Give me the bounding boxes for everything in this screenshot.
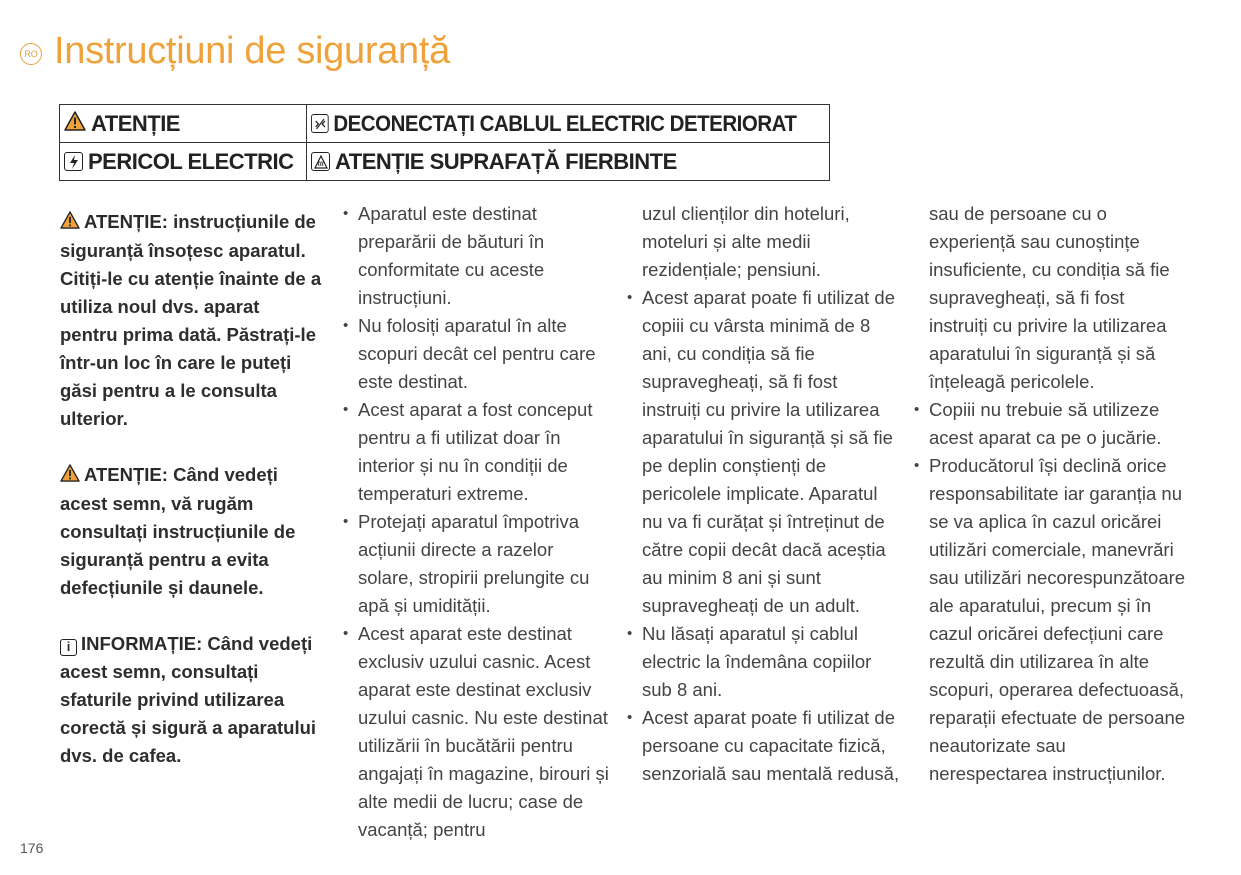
hot-surface-icon [311, 152, 330, 171]
intro-info-paragraph [60, 630, 322, 770]
intro-warning-keyword: ATENȚIE: [84, 211, 168, 232]
intro-column [60, 200, 322, 770]
list-item: • Acest aparat poate fi utilizat de persoane cu capacitate fizică, senzorială sau mentală redusă, [626, 704, 901, 788]
list-item-continuation: sau de persoane cu o experiență sau cunoștințe insuficiente, cu condiția să fie supravegheați, să fi fost instruiți cu privire la utilizarea aparatului în siguranță și să înțeleagă pericolele. [929, 203, 1170, 392]
legend-label-electric: PERICOL ELECTRIC [88, 148, 294, 174]
list-item: • Acest aparat a fost conceput pentru a fi utilizat doar în interior și nu în condiții de temperaturi extreme. [342, 396, 614, 508]
info-icon: i [60, 639, 77, 656]
legend-row [60, 105, 830, 143]
list-item-continuation: uzul clienților din hoteluri, moteluri și alte medii rezidențiale; pensiuni. [642, 203, 850, 280]
safety-list [342, 200, 614, 844]
warning-triangle-icon [60, 209, 80, 237]
legend-label-unplug: DECONECTAȚI CABLUL ELECTRIC DETERIORAT [333, 110, 797, 136]
page-header [20, 30, 450, 73]
page-title: Instrucțiuni de siguranță [54, 30, 450, 72]
safety-column-3 [913, 200, 1188, 788]
list-item: • Acest aparat este destinat exclusiv uzului casnic. Acest aparat este destinat exclusiv uzului casnic. Nu este destinat utilizării în bucătării pentru angajați în magazine, birouri și alte medii de lucru; case de vacanță; pentru [342, 620, 614, 844]
legend-row [60, 143, 830, 181]
intro-warning-text: instrucțiunile de siguranță însoțesc aparatul. Citiți-le cu atenție înainte de a utiliza noul dvs. aparat pentru prima dată. Păstrați-le într-un loc în care le puteți găsi pentru a le consulta ulterior. [60, 211, 322, 429]
safety-column-1 [342, 200, 614, 844]
warning-triangle-icon [60, 462, 80, 490]
intro-sign-text: Când vedeți acest semn, vă rugăm consultați instrucțiunile de siguranță pentru a evita defecțiunile și daunele. [60, 464, 296, 598]
list-item: • Acest aparat poate fi utilizat de copiii cu vârsta minimă de 8 ani, cu condiția să fie supravegheați, să fi fost instruiți cu privire la utilizarea aparatului în siguranță și să fie pe deplin conștienți de pericolele implicate. Aparatul nu va fi curățat și întreținut de către copii decât dacă aceștia au minim 8 ani și sunt supravegheați de un adult. [626, 284, 901, 620]
symbol-legend-table [59, 104, 830, 181]
intro-sign-paragraph [60, 461, 322, 602]
warning-triangle-icon [64, 111, 86, 137]
electric-bolt-icon [64, 152, 83, 171]
legend-cell-electric [60, 143, 307, 181]
legend-cell-unplug [307, 105, 830, 143]
page-number: 176 [20, 840, 44, 856]
safety-list [913, 396, 1188, 788]
legend-cell-warning [60, 105, 307, 143]
legend-label-warning: ATENȚIE [91, 110, 180, 136]
list-item: • Producătorul își declină orice responsabilitate iar garanția nu se va aplica în cazul oricărei utilizări comerciale, manevrări sau utilizări necorespunzătoare ale aparatului, precum și în cazul oricărei defecțiuni care rezultă din utilizarea în alte scopuri, operarea defectuoasă, reparații efectuate de persoane neautorizate sau nerespectarea instrucțiunilor. [913, 452, 1188, 788]
intro-info-keyword: INFORMAȚIE: [81, 633, 203, 654]
intro-sign-keyword: ATENȚIE: [84, 464, 168, 485]
intro-info-text: Când vedeți acest semn, consultați sfaturile privind utilizarea corectă și sigură a aparatului dvs. de cafea. [60, 633, 317, 766]
safety-column-2 [626, 200, 901, 788]
list-item: • Nu folosiți aparatul în alte scopuri decât cel pentru care este destinat. [342, 312, 614, 396]
intro-warning-paragraph [60, 208, 322, 433]
legend-label-hot-surface: ATENȚIE SUPRAFAȚĂ FIERBINTE [335, 148, 677, 174]
language-badge: RO [20, 43, 42, 65]
unplug-cable-icon [311, 114, 329, 133]
list-item: • Nu lăsați aparatul și cablul electric la îndemâna copiilor sub 8 ani. [626, 620, 901, 704]
list-item: • Aparatul este destinat preparării de băuturi în conformitate cu aceste instrucțiuni. [342, 200, 614, 312]
safety-list [626, 284, 901, 788]
list-item: • Protejați aparatul împotriva acțiunii directe a razelor solare, stropirii prelungite cu apă și umidității. [342, 508, 614, 620]
list-item: • Copiii nu trebuie să utilizeze acest aparat ca pe o jucărie. [913, 396, 1188, 452]
legend-cell-hot-surface [307, 143, 830, 181]
